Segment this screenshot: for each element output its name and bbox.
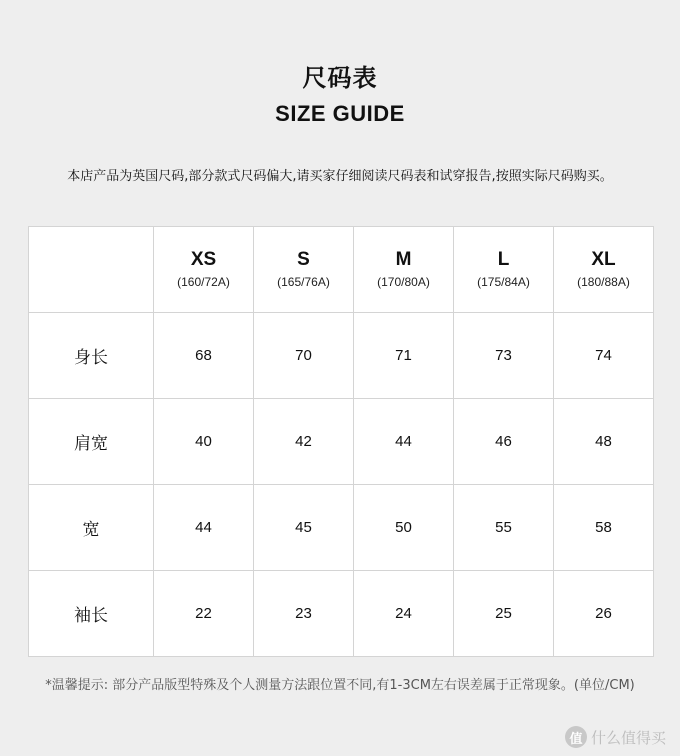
table-cell: 24 [354,571,454,657]
size-header-xl [554,227,654,313]
row-label: 肩宽 [29,399,154,485]
table-cell: 25 [454,571,554,657]
size-code: (180/88A) [577,275,630,289]
size-name: XS [190,249,217,270]
table-row [29,399,654,485]
table-cell: 22 [154,571,254,657]
watermark-icon: 值 [565,726,587,748]
table-cell: 68 [154,313,254,399]
table-cell: 55 [454,485,554,571]
table-cell: 50 [354,485,454,571]
size-header-m [354,227,454,313]
size-header-s [254,227,354,313]
table-row [29,571,654,657]
row-label: 身长 [29,313,154,399]
table-cell: 48 [554,399,654,485]
table-cell: 70 [254,313,354,399]
intro-text: 本店产品为英国尺码,部分款式尺码偏大,请买家仔细阅读尺码表和试穿报告,按照实际尺码购买。 [67,169,613,184]
size-code: (175/84A) [477,275,530,289]
table-cell: 23 [254,571,354,657]
page-title: 尺码表 [302,64,378,92]
row-label: 袖长 [29,571,154,657]
size-name: S [297,249,310,270]
table-cell: 26 [554,571,654,657]
size-name: M [395,249,412,270]
size-header-xs [154,227,254,313]
table-row [29,313,654,399]
table-cell: 44 [154,485,254,571]
table-cell: 73 [454,313,554,399]
measurement-note: *温馨提示: 部分产品版型特殊及个人测量方法跟位置不同,有1-3CM左右误差属于正常现象。(单位/CM) [45,678,635,693]
table-cell: 74 [554,313,654,399]
table-header-row [29,227,654,313]
table-cell: 45 [254,485,354,571]
size-code: (170/80A) [377,275,430,289]
table-cell: 71 [354,313,454,399]
size-code: (160/72A) [177,275,230,289]
row-label: 宽 [29,485,154,571]
table-cell: 40 [154,399,254,485]
page-subtitle: SIZE GUIDE [275,101,405,126]
watermark-logo [565,726,666,748]
table-cell: 46 [454,399,554,485]
watermark-text: 什么值得买 [590,728,666,747]
size-name: L [497,249,510,270]
table-cell: 42 [254,399,354,485]
size-header-l [454,227,554,313]
size-name: XL [591,249,616,270]
table-cell: 44 [354,399,454,485]
size-table [28,226,654,657]
corner-cell [29,227,154,313]
table-row [29,485,654,571]
table-cell: 58 [554,485,654,571]
size-code: (165/76A) [277,275,330,289]
